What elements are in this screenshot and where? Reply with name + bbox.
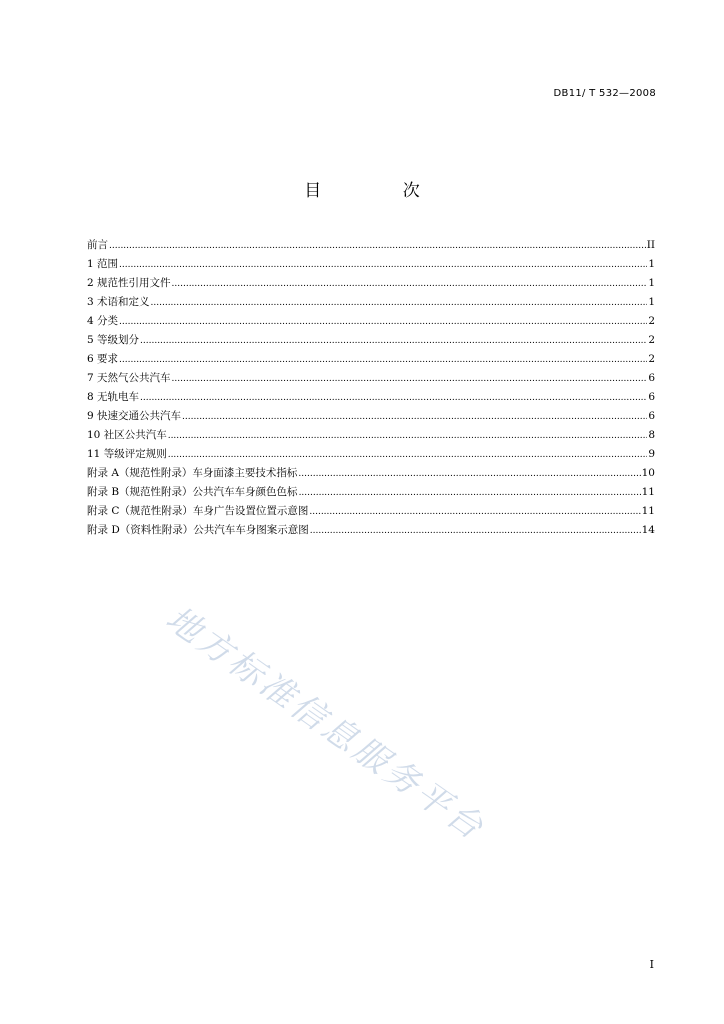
toc-entry-label: 10 社区公共汽车 xyxy=(87,429,167,441)
toc-entry-page: 2 xyxy=(648,315,655,327)
toc-entry-label: 11 等级评定规则 xyxy=(87,448,167,460)
toc-leader-dots xyxy=(119,256,647,275)
page-number: I xyxy=(649,958,654,971)
toc-entry-page: 1 xyxy=(648,258,655,270)
toc-entry[interactable] xyxy=(87,236,655,255)
toc-entry-label: 1 范围 xyxy=(87,258,119,270)
toc-entry-label: 附录 A（规范性附录）车身面漆主要技术指标 xyxy=(87,467,298,479)
toc-entry[interactable] xyxy=(87,255,655,274)
toc-entry-label: 9 快速交通公共汽车 xyxy=(87,410,182,422)
toc-entry[interactable] xyxy=(87,502,655,521)
toc-leader-dots xyxy=(119,351,647,370)
toc-entry[interactable] xyxy=(87,388,655,407)
toc-entry-page: 1 xyxy=(648,296,655,308)
toc-entry-page: II xyxy=(646,239,655,251)
toc-entry-page: 6 xyxy=(648,391,655,403)
toc-entry-label: 前言 xyxy=(87,239,108,251)
toc-entry-label: 3 术语和定义 xyxy=(87,296,150,308)
toc-entry-page: 11 xyxy=(641,505,655,517)
toc-entry[interactable] xyxy=(87,274,655,293)
toc-entry-page: 2 xyxy=(648,353,655,365)
toc-entry-label: 2 规范性引用文件 xyxy=(87,277,171,289)
toc-entry[interactable] xyxy=(87,407,655,426)
toc-entry-page: 10 xyxy=(641,467,655,479)
toc-entry[interactable] xyxy=(87,312,655,331)
toc-entry[interactable] xyxy=(87,369,655,388)
toc-leader-dots xyxy=(109,237,646,256)
table-of-contents xyxy=(87,236,655,540)
toc-entry-page: 14 xyxy=(641,524,655,536)
toc-entry-page: 1 xyxy=(648,277,655,289)
toc-entry-label: 8 无轨电车 xyxy=(87,391,140,403)
toc-leader-dots xyxy=(140,332,647,351)
document-code: DB11/ T 532—2008 xyxy=(553,88,656,99)
toc-entry-label: 7 天然气公共汽车 xyxy=(87,372,171,384)
toc-entry[interactable] xyxy=(87,293,655,312)
toc-leader-dots xyxy=(172,370,648,389)
toc-entry-page: 9 xyxy=(648,448,655,460)
toc-leader-dots xyxy=(298,465,640,484)
toc-leader-dots xyxy=(119,313,647,332)
toc-leader-dots xyxy=(172,275,648,294)
toc-entry-label: 附录 C（规范性附录）车身广告设置位置示意图 xyxy=(87,505,309,517)
toc-entry-label: 附录 B（规范性附录）公共汽车车身颜色色标 xyxy=(87,486,298,498)
toc-entry[interactable] xyxy=(87,331,655,350)
toc-entry-page: 6 xyxy=(648,372,655,384)
toc-entry[interactable] xyxy=(87,445,655,464)
toc-entry[interactable] xyxy=(87,521,655,540)
toc-leader-dots xyxy=(182,408,647,427)
toc-leader-dots xyxy=(299,484,641,503)
toc-entry-label: 5 等级划分 xyxy=(87,334,140,346)
toc-leader-dots xyxy=(309,503,640,522)
watermark: 地方标准信息服务平台 xyxy=(158,598,493,850)
toc-entry-label: 4 分类 xyxy=(87,315,119,327)
toc-title: 目 次 xyxy=(304,181,458,201)
toc-entry-label: 附录 D（资料性附录）公共汽车车身图案示意图 xyxy=(87,524,309,536)
toc-leader-dots xyxy=(168,446,648,465)
toc-entry-page: 6 xyxy=(648,410,655,422)
toc-entry[interactable] xyxy=(87,350,655,369)
toc-leader-dots xyxy=(168,427,648,446)
toc-entry-page: 2 xyxy=(648,334,655,346)
toc-entry[interactable] xyxy=(87,426,655,445)
toc-leader-dots xyxy=(151,294,648,313)
toc-entry-page: 11 xyxy=(641,486,655,498)
toc-entry-label: 6 要求 xyxy=(87,353,119,365)
toc-entry[interactable] xyxy=(87,464,655,483)
toc-entry-page: 8 xyxy=(648,429,655,441)
toc-leader-dots xyxy=(310,522,641,541)
toc-entry[interactable] xyxy=(87,483,655,502)
toc-leader-dots xyxy=(140,389,647,408)
